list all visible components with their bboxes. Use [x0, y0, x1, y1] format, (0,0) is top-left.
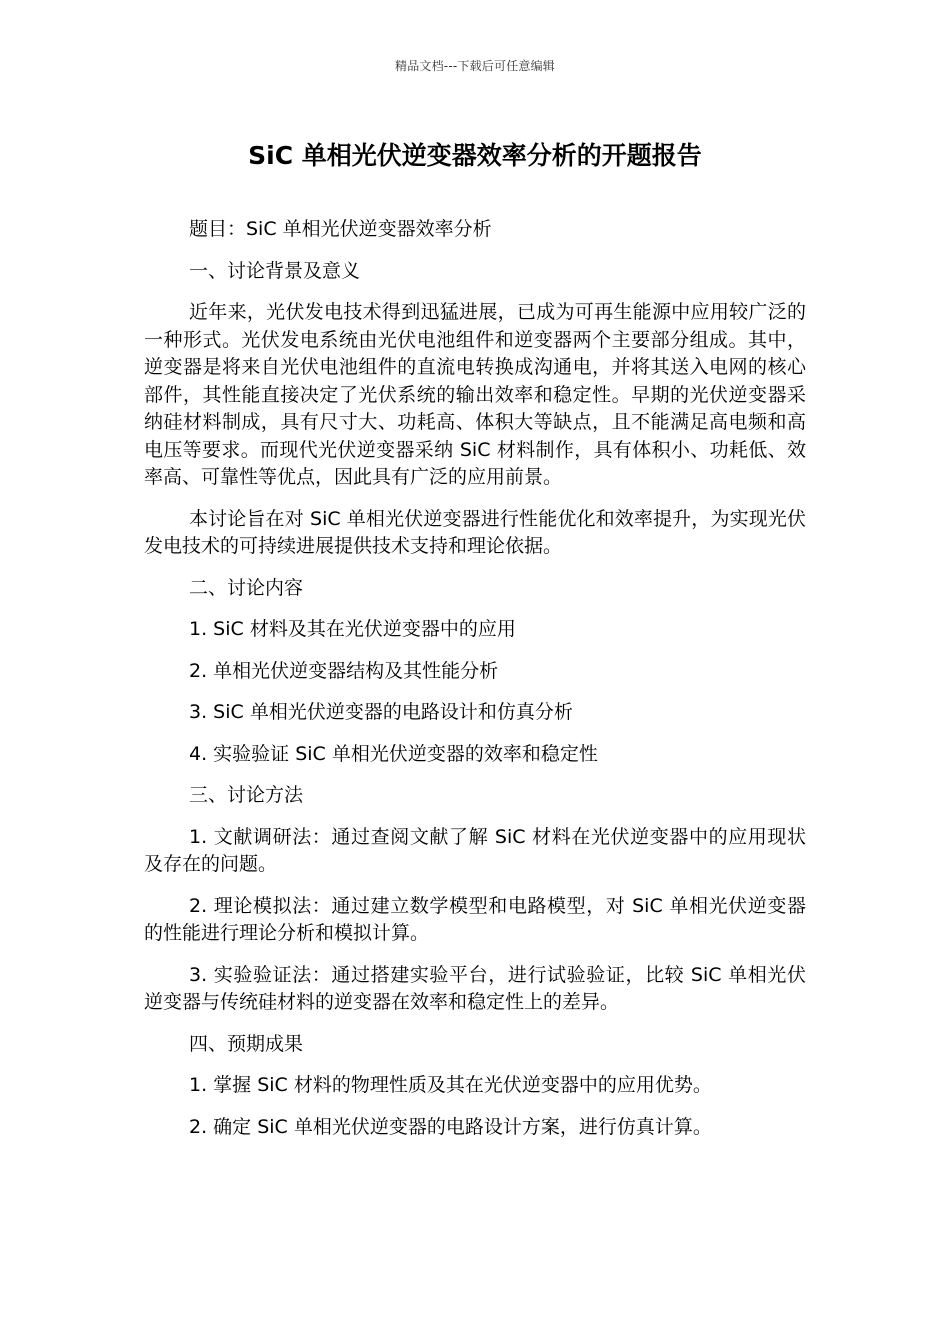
header-note: 精品文档---下载后可任意编辑 [395, 59, 555, 73]
content-item: 4. 实验验证 SiC 单相光伏逆变器的效率和稳定性 [189, 742, 598, 765]
content-item: 2. 单相光伏逆变器结构及其性能分析 [189, 659, 499, 682]
method-item: 2. 理论模拟法：通过建立数学模型和电路模型，对 SiC 单相光伏逆变器的性能进行理论分析和模拟计算。 [144, 894, 806, 944]
section-heading-results: 四、预期成果 [189, 1032, 304, 1055]
purpose-paragraph: 本讨论旨在对 SiC 单相光伏逆变器进行性能优化和效率提升，为实现光伏发电技术的可持续进展提供技术支持和理论依据。 [144, 507, 806, 557]
background-paragraph: 近年来，光伏发电技术得到迅猛进展，已成为可再生能源中应用较广泛的一种形式。光伏发电系统由光伏电池组件和逆变器两个主要部分组成。其中，逆变器是将来自光伏电池组件的直流电转换成沟通电，并将其送入电网的核心部件，其性能直接决定了光伏系统的输出效率和稳定性。早期的光伏逆变器采纳硅材料制成，具有尺寸大、功耗高、体积大等缺点，且不能满足高电频和高电压等要求。而现代光伏逆变器采纳 SiC 材料制作，具有体积小、功耗低、效率高、可靠性等优点，因此具有广泛的应用前景。 [144, 301, 806, 488]
section-heading-content: 二、讨论内容 [189, 576, 304, 599]
content-item: 1. SiC 材料及其在光伏逆变器中的应用 [189, 618, 516, 640]
document-title: SiC 单相光伏逆变器效率分析的开题报告 [248, 141, 702, 170]
method-item: 3. 实验验证法：通过搭建实验平台，进行试验验证，比较 SiC 单相光伏逆变器与传统硅材料的逆变器在效率和稳定性上的差异。 [144, 963, 806, 1013]
section-heading-methods: 三、讨论方法 [189, 784, 304, 806]
content-item: 3. SiC 单相光伏逆变器的电路设计和仿真分析 [189, 701, 573, 723]
topic-line: 题目：SiC 单相光伏逆变器效率分析 [189, 218, 492, 240]
document-body [144, 216, 806, 1155]
section-heading-background: 一、讨论背景及意义 [189, 259, 361, 282]
method-item: 1. 文献调研法：通过查阅文献了解 SiC 材料在光伏逆变器中的应用现状及存在的问题。 [144, 825, 806, 875]
result-item: 2. 确定 SiC 单相光伏逆变器的电路设计方案，进行仿真计算。 [189, 1115, 712, 1138]
result-item: 1. 掌握 SiC 材料的物理性质及其在光伏逆变器中的应用优势。 [189, 1074, 712, 1096]
